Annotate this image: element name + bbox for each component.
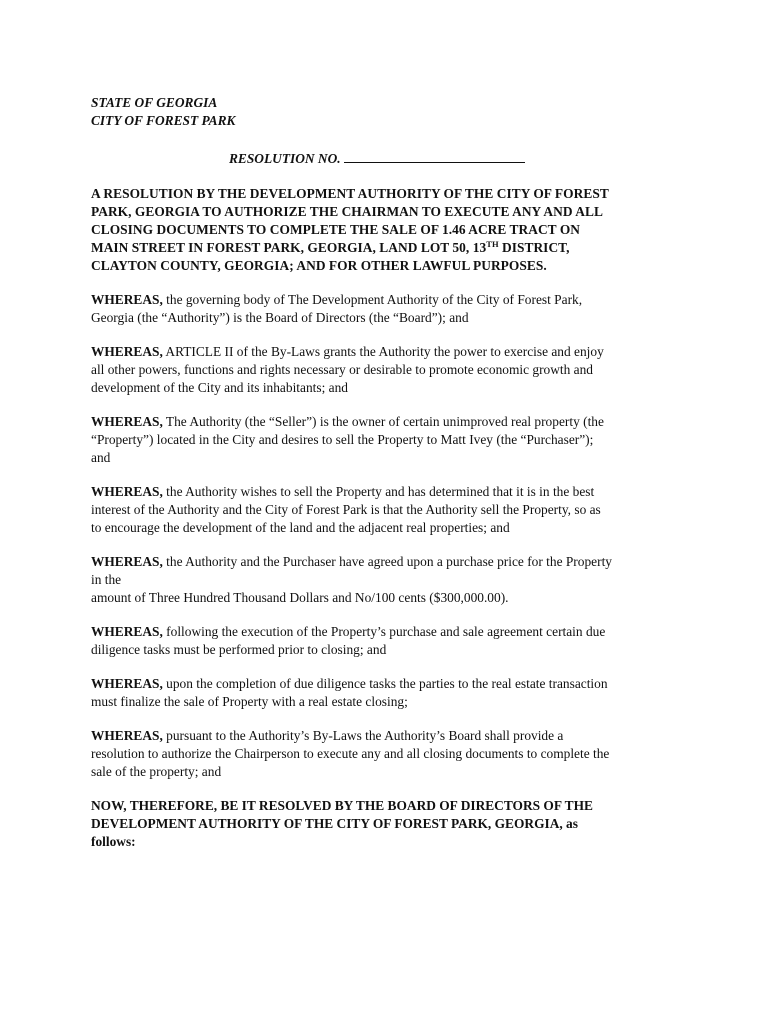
whereas-paragraph — [91, 553, 683, 607]
paragraph-text: resolution to authorize the Chairperson to execute any and all closing documents to complete the — [91, 746, 610, 761]
resolution-number-label: RESOLUTION NO. — [229, 151, 341, 166]
resolution-number-blank — [344, 148, 525, 163]
whereas-paragraph — [91, 727, 683, 781]
state-name: STATE OF GEORGIA — [91, 95, 218, 110]
title-line: PARK, GEORGIA TO AUTHORIZE THE CHAIRMAN TO EXECUTE ANY AND ALL — [91, 204, 603, 219]
whereas-paragraph — [91, 413, 683, 467]
paragraph-text: in the — [91, 572, 122, 587]
whereas-paragraph — [91, 483, 683, 537]
whereas-label: WHEREAS, — [91, 676, 163, 691]
paragraph-text: interest of the Authority and the City of Forest Park is that the Authority sell the Property, so as — [91, 502, 601, 517]
city-name: CITY OF FOREST PARK — [91, 113, 236, 128]
paragraph-text: upon the completion of due diligence tasks the parties to the real estate transaction — [162, 676, 608, 691]
title-line: A RESOLUTION BY THE DEVELOPMENT AUTHORITY OF THE CITY OF FOREST — [91, 186, 609, 201]
paragraph-text: and — [91, 450, 111, 465]
paragraph-text: all other powers, functions and rights necessary or desirable to promote economic growth and — [91, 362, 594, 377]
paragraph-text: sale of the property; and — [91, 764, 222, 779]
document-page — [91, 94, 683, 851]
whereas-label: WHEREAS, — [91, 484, 163, 499]
resolved-clause — [91, 797, 683, 851]
state-city-header — [91, 94, 683, 130]
paragraph-text: Georgia (the “Authority”) is the Board of Directors (the “Board”); and — [91, 310, 469, 325]
resolved-line: follows: — [91, 834, 136, 849]
paragraph-text: “Property”) located in the City and desires to sell the Property to Matt Ivey (the “Purchaser”); — [91, 432, 594, 447]
paragraph-text: following the execution of the Property’s purchase and sale agreement certain due — [162, 624, 606, 639]
title-line: CLAYTON COUNTY, GEORGIA; AND FOR OTHER LAWFUL PURPOSES. — [91, 258, 547, 273]
title-line — [91, 239, 683, 257]
paragraph-text: diligence tasks must be performed prior to closing; and — [91, 642, 387, 657]
whereas-label: WHEREAS, — [91, 344, 163, 359]
paragraph-text: The Authority (the “Seller”) is the owner of certain unimproved real property (the — [162, 414, 604, 429]
resolution-number-line — [229, 148, 683, 168]
paragraph-text: to encourage the development of the land and the adjacent real properties; and — [91, 520, 510, 535]
paragraph-text: must finalize the sale of Property with a real estate closing; — [91, 694, 408, 709]
ordinal-suffix: TH — [486, 239, 499, 249]
whereas-paragraph — [91, 675, 683, 711]
whereas-paragraph — [91, 623, 683, 659]
title-line-text: MAIN STREET IN FOREST PARK, GEORGIA, LAND LOT 50, 13 — [91, 240, 487, 255]
whereas-label: WHEREAS, — [91, 624, 163, 639]
paragraph-text: ARTICLE II of the By-Laws grants the Authority the power to exercise and enjoy — [162, 344, 604, 359]
paragraph-text: pursuant to the Authority’s By-Laws the Authority’s Board shall provide a — [162, 728, 564, 743]
resolved-line: NOW, THEREFORE, BE IT RESOLVED BY THE BOARD OF DIRECTORS OF THE — [91, 798, 593, 813]
resolved-line: DEVELOPMENT AUTHORITY OF THE CITY OF FOREST PARK, GEORGIA, as — [91, 816, 578, 831]
whereas-paragraph — [91, 343, 683, 397]
paragraph-text: the Authority wishes to sell the Property and has determined that it is in the best — [162, 484, 595, 499]
whereas-label: WHEREAS, — [91, 728, 163, 743]
resolution-title — [91, 185, 683, 275]
whereas-paragraph — [91, 291, 683, 327]
paragraph-text: the Authority and the Purchaser have agreed upon a purchase price for the Property — [162, 554, 612, 569]
paragraph-text: development of the City and its inhabitants; and — [91, 380, 348, 395]
title-line: CLOSING DOCUMENTS TO COMPLETE THE SALE OF 1.46 ACRE TRACT ON — [91, 222, 581, 237]
paragraph-text: the governing body of The Development Authority of the City of Forest Park, — [162, 292, 583, 307]
paragraph-text: amount of Three Hundred Thousand Dollars and No/100 cents ($300,000.00). — [91, 590, 509, 605]
title-line-text: DISTRICT, — [498, 240, 570, 255]
whereas-label: WHEREAS, — [91, 292, 163, 307]
whereas-label: WHEREAS, — [91, 414, 163, 429]
whereas-label: WHEREAS, — [91, 554, 163, 569]
